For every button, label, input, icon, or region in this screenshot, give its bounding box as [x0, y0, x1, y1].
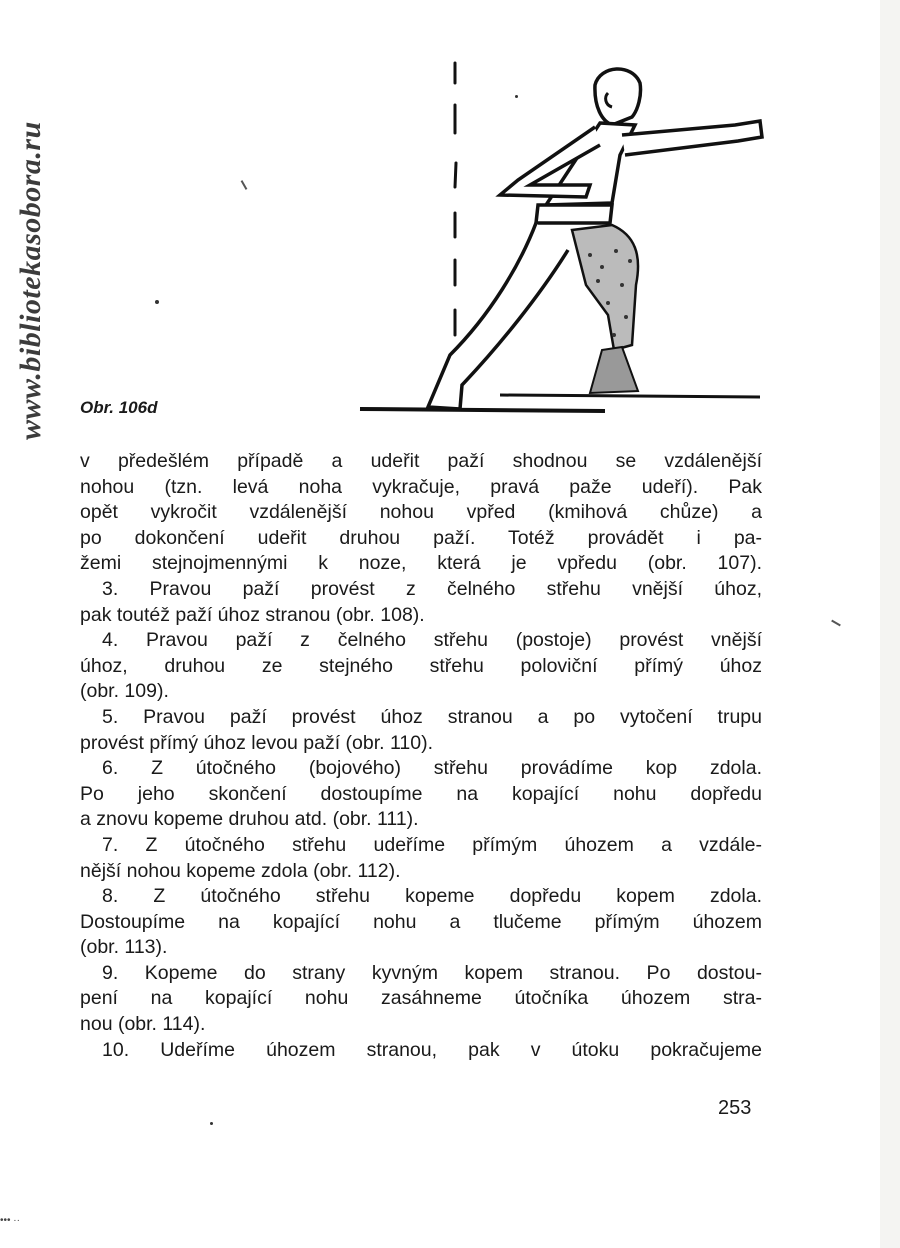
text-line: nější nohou kopeme zdola (obr. 112).	[80, 859, 401, 882]
text-line: nohou (tzn. levá noha vykračuje, pravá paže udeří). Pak	[80, 475, 762, 498]
text-line: 5. Pravou paží provést úhoz stranou a po vytočení trupu	[102, 705, 762, 728]
text-line: pení na kopající nohu zasáhneme útočníka úhozem stra-	[80, 987, 762, 1010]
text-line: žemi stejnojmennými k noze, která je vpředu (obr. 107).	[80, 552, 762, 575]
body-text	[80, 449, 762, 1063]
text-line: opět vykročit vzdálenější nohou vpřed (kmihová chůze) a	[80, 501, 762, 524]
text-line: (obr. 109).	[80, 680, 169, 703]
text-line: 6. Z útočného (bojového) střehu provádíme kop zdola.	[102, 757, 762, 780]
text-line: 10. Udeříme úhozem stranou, pak v útoku pokračujeme	[102, 1038, 762, 1061]
text-line: v předešlém případě a udeřit paží shodnou se vzdálenější	[80, 450, 762, 472]
scan-mark: ••• ··	[0, 1215, 20, 1226]
scan-speck	[210, 1122, 213, 1125]
watermark: www.bibliotekasobora.ru	[14, 121, 47, 440]
text-line: pak toutéž paží úhoz stranou (obr. 108).	[80, 603, 425, 626]
figure-caption: Obr. 106d	[80, 398, 158, 417]
text-line: 7. Z útočného střehu udeříme přímým úhozem a vzdále-	[102, 833, 762, 856]
text-line: a znovu kopeme druhou atd. (obr. 111).	[80, 808, 419, 831]
text-line: 8. Z útočného střehu kopeme dopředu kopem zdola.	[102, 885, 762, 908]
text-line: 3. Pravou paží provést z čelného střehu vnější úhoz,	[102, 577, 762, 600]
text-line: úhoz, druhou ze stejného střehu poloviční přímý úhoz	[80, 654, 762, 677]
scan-mark	[241, 180, 248, 190]
text-line: nou (obr. 114).	[80, 1013, 206, 1036]
text-line: po dokončení udeřit druhou paží. Totéž provádět i pa-	[80, 526, 762, 549]
scan-speck	[155, 300, 159, 304]
scan-mark	[831, 620, 841, 627]
text-line: 4. Pravou paží z čelného střehu (postoje) provést vnější	[102, 629, 762, 652]
text-line: 9. Kopeme do strany kyvným kopem stranou. Po dostou-	[102, 961, 762, 984]
scan-speck	[515, 95, 518, 98]
martial-arts-figure-illustration	[350, 55, 770, 425]
text-line: (obr. 113).	[80, 936, 168, 959]
text-line: provést přímý úhoz levou paží (obr. 110).	[80, 731, 433, 754]
page-number: 253	[718, 1097, 752, 1119]
text-line: Dostoupíme na kopající nohu a tlučeme přímým úhozem	[80, 910, 762, 933]
text-line: Po jeho skončení dostoupíme na kopající nohu dopředu	[80, 782, 762, 805]
